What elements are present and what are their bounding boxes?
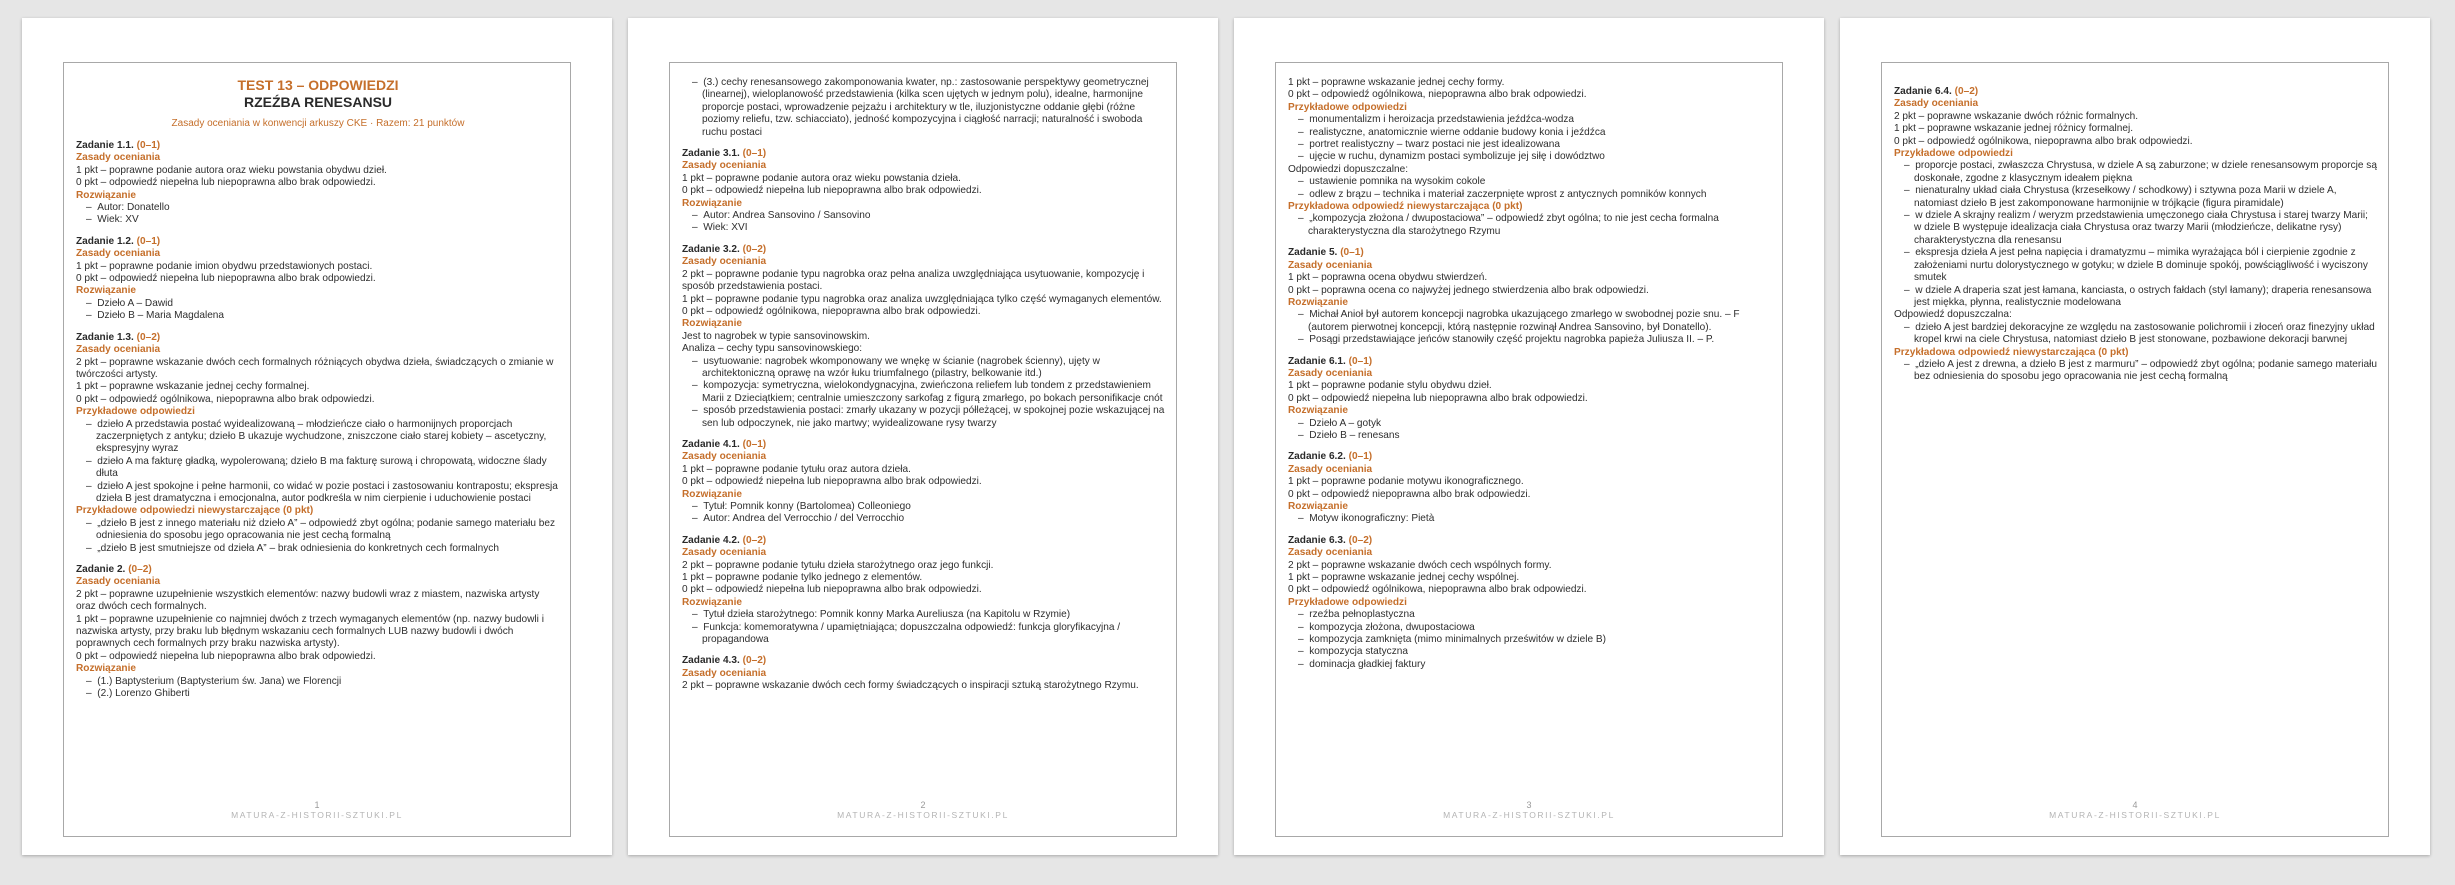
task-points: (0–2) [742,243,767,255]
page-content [76,77,560,803]
answer-item: – realistyczne, anatomicznie wierne oddanie budowy konia i jeźdźca [1288,127,1772,139]
answer-item: – Michał Anioł był autorem koncepcji nagrobka ukazującego zmarłego w swobodnej pozie snu. – F (autorem pierwotnej koncepcji, którą następnie rozwinął Andrea Sansovino, był Donatello). [1288,309,1772,334]
answer-item: – Autor: Donatello [76,202,560,214]
answer-item: – dzieło A ma fakturę gładką, wypolerowaną; dzieło B ma fakturę surową i chropowatą, widoczne ślady dłuta [76,456,560,481]
task-points: (0–2) [1954,86,1979,97]
page-content [682,77,1166,803]
scoring-line: 1 pkt – poprawne podanie autora oraz wieku powstania obydwu dzieł. [76,164,387,176]
answer-item: – Tytuł: Pomnik konny (Bartolomea) Colleoniego [682,501,1166,513]
section-heading: Rozwiązanie [76,663,137,675]
task-heading [1288,356,1772,368]
scoring-line: 0 pkt – odpowiedź ogólnikowa, niepoprawna albo brak odpowiedzi. [1894,135,2193,147]
scoring-line: 2 pkt – poprawne podanie tytułu dzieła starożytnego oraz jego funkcji. [682,559,994,571]
scoring-line: 1 pkt – poprawne wskazanie jednej cechy formalnej. [76,381,310,393]
section-heading: Zasady oceniania [76,344,161,356]
section-heading: Rozwiązanie [682,596,743,608]
task-heading [76,140,560,152]
answer-item: – Autor: Andrea Sansovino / Sansovino [682,210,1166,222]
task-block [1288,356,1772,443]
section-heading: Rozwiązanie [76,285,137,297]
task-block [682,244,1166,430]
task-block [682,439,1166,526]
task-number: Zadanie 6.3. [1288,534,1346,546]
task-points: (0–1) [136,140,161,151]
section-heading: Zasady oceniania [682,547,767,559]
task-number: Zadanie 1.2. [76,235,134,247]
scoring-line: 2 pkt – poprawne podanie typu nagrobka oraz pełna analiza uwzględniająca usytuowanie, kompozycję i sposób przedstawienia postaci. [682,268,1145,293]
task-block [1288,247,1772,346]
answer-item: – portret realistyczny – twarz postaci nie jest idealizowana [1288,139,1772,151]
scoring-line: 0 pkt – odpowiedź niepełna lub niepoprawna albo brak odpowiedzi. [76,273,376,285]
section-heading: Zasady oceniania [1288,367,1373,379]
task-heading [76,236,560,248]
answer-item: – monumentalizm i heroizacja przedstawienia jeźdźca-wodza [1288,114,1772,126]
scoring-line: Jest to nagrobek w typie sansovinowskim. [682,330,870,342]
section-heading: Zasady oceniania [682,256,767,268]
section-heading: Przykładowe odpowiedzi [76,406,195,418]
task-heading [1288,247,1772,259]
answer-item: – Motyw ikonograficzny: Pietà [1288,513,1772,525]
task-number: Zadanie 4.1. [682,438,740,450]
scoring-line: 0 pkt – odpowiedź niepełna lub niepoprawna albo brak odpowiedzi. [76,650,376,662]
scoring-line: 1 pkt – poprawne podanie typu nagrobka oraz analiza uwzględniająca tylko część wymaganych elementów. [682,293,1162,305]
task-number: Zadanie 4.3. [682,655,740,667]
answer-item: – proporcje postaci, zwłaszcza Chrystusa, w dziele A są zaburzone; w dziele renesansowym proporcje są doskonałe, zgodne z klasycznym ideałem piękna [1894,160,2378,185]
task-number: Zadanie 6.2. [1288,451,1346,463]
answer-item: – „dzieło B jest smutniejsze od dzieła A” – brak odniesienia do konkretnych cech formalnych [76,543,560,555]
task-block [76,332,560,555]
task-number: Zadanie 6.4. [1894,86,1952,97]
answer-item: – dzieło A przedstawia postać wyidealizowaną – młodzieńcze ciało o harmonijnych proporcjach zaczerpniętych z antyku; dzieło B ukazuje wychudzone, zniszczone ciało starej kobiety – ascetyczny, ekspresyjny wyraz [76,419,560,456]
answer-item: – dzieło A jest spokojne i pełne harmonii, co widać w pozie postaci i zastosowaniu kontrapostu; ekspresja dzieła B jest dramatyczna i emocjonalna, autor podkreśla w nim cierpienie i uduchowienie postaci [76,481,560,506]
answer-item: – Dzieło A – Dawid [76,298,560,310]
page-4 [1840,18,2430,855]
page-content [1288,77,1772,803]
task-points: (0–2) [742,655,767,667]
scoring-line: 0 pkt – odpowiedź niepełna lub niepoprawna albo brak odpowiedzi. [76,177,376,189]
task-number: Zadanie 3.2. [682,243,740,255]
answer-item: – Dzieło B – Maria Magdalena [76,310,560,322]
answer-item: – kompozycja złożona, dwupostaciowa [1288,622,1772,634]
section-heading: Przykładowe odpowiedzi [1288,596,1407,608]
task-number: Zadanie 4.2. [682,534,740,546]
task-block [682,77,1166,139]
answer-item: – rzeźba pełnoplastyczna [1288,609,1772,621]
task-heading [76,332,560,344]
task-heading [1288,451,1772,463]
scoring-line: Odpowiedzi dopuszczalne: [1288,163,1409,175]
answer-item: – usytuowanie: nagrobek wkomponowany we wnękę w ścianie (nagrobek ścienny), ujęty w architektoniczną oprawę na wzór łuku triumfalnego (pilastry, belkowanie itd.) [682,356,1166,381]
answer-item: – „dzieło B jest z innego materiału niż dzieło A” – odpowiedź zbyt ogólna; podanie samego materiału bez odniesienia do sposobu jego opracowania nie jest cechą formalną [76,518,560,543]
task-points: (0–2) [1348,534,1373,546]
scoring-line: 0 pkt – odpowiedź ogólnikowa, niepoprawna albo brak odpowiedzi. [76,393,375,405]
page-number: 3 [1526,800,1532,810]
task-heading [76,564,560,576]
page-2 [628,18,1218,855]
section-heading: Zasady oceniania [682,451,767,463]
answer-item: – Wiek: XVI [682,222,1166,234]
answer-item: – dominacja gładkiej faktury [1288,659,1772,671]
task-block [76,140,560,227]
task-heading [682,535,1166,547]
task-points: (0–2) [136,331,161,343]
answer-item: – Posągi przedstawiające jeńców stanowiły część projektu nagrobka papieża Juliusza II. – P. [1288,334,1772,346]
answer-item: – (1.) Baptysterium (Baptysterium św. Jana) we Florencji [76,676,560,688]
answer-item: – „kompozycja złożona / dwupostaciowa” – odpowiedź zbyt ogólna; to nie jest cecha formalna charakterystyczna dla starożytnego Rzymu [1288,213,1772,238]
task-block [1288,451,1772,525]
answer-item: – w dziele A draperia szat jest łamana, kanciasta, o ostrych fałdach (styl łamany); draperia renesansowa jest miękka, płynna, realistycznie modelowana [1894,285,2378,310]
scoring-line: 2 pkt – poprawne wskazanie dwóch cech formy świadczących o inspiracji sztuką starożytnego Rzymu. [682,680,1139,692]
document-subtitle: RZEŹBA RENESANSU [243,94,393,110]
task-points: (0–1) [742,438,767,450]
task-block [682,535,1166,647]
page-number: 2 [920,800,926,810]
scoring-line: 1 pkt – poprawne wskazanie jednej cechy wspólnej. [1288,572,1520,584]
scoring-line: 0 pkt – odpowiedź niepełna lub niepoprawna albo brak odpowiedzi. [682,185,982,197]
scoring-line: 0 pkt – odpowiedź niepełna lub niepoprawna albo brak odpowiedzi. [1288,392,1588,404]
scoring-line: 2 pkt – poprawne wskazanie dwóch różnic formalnych. [1894,110,2139,122]
answer-item: – ustawienie pomnika na wysokim cokole [1288,176,1772,188]
task-number: Zadanie 5. [1288,247,1338,259]
answer-item: – w dziele A skrajny realizm / weryzm przedstawienia umęczonego ciała Chrystusa i starej twarzy Marii; w dziele B występuje idealizacja ciała Chrystusa oraz twarzy Marii (młodzieńcze, delikatne rysy) charakterystyczna dla renesansu [1894,210,2378,247]
task-number: Zadanie 1.1. [76,140,134,151]
section-heading: Przykładowe odpowiedzi niewystarczające (0 pkt) [76,505,314,517]
section-heading: Przykładowa odpowiedź niewystarczająca (0 pkt) [1894,346,2129,358]
scoring-line: 1 pkt – poprawne podanie tylko jednego z elementów. [682,572,923,584]
answer-item: – ujęcie w ruchu, dynamizm postaci symbolizuje jej siłę i dowództwo [1288,151,1772,163]
answer-item: – Dzieło A – gotyk [1288,418,1772,430]
section-heading: Rozwiązanie [1288,405,1349,417]
answer-item: – dzieło A jest bardziej dekoracyjne ze względu na zastosowanie polichromii i złoceń oraz finezyjny układ kropel krwi na ciele Chrystusa, natomiast dzieło B jest stonowane, pozbawione dekoracji barwnej [1894,322,2378,347]
scoring-line: 0 pkt – odpowiedź ogólnikowa, niepoprawna albo brak odpowiedzi. [1288,89,1587,101]
scoring-line: 2 pkt – poprawne uzupełnienie wszystkich elementów: nazwy budowli wraz z miastem, nazwiska artysty oraz dwóch cech formalnych. [76,588,540,613]
answer-item: – Tytuł dzieła starożytnego: Pomnik konny Marka Aureliusza (na Kapitolu w Rzymie) [682,609,1166,621]
scoring-line: 0 pkt – odpowiedź niepełna lub niepoprawna albo brak odpowiedzi. [682,476,982,488]
task-points: (0–1) [742,148,767,160]
task-points: (0–1) [1340,247,1364,259]
page-footer [63,800,571,821]
scoring-line: 1 pkt – poprawne wskazanie jednej różnicy formalnej. [1894,123,2134,135]
task-heading [682,655,1166,667]
footer-site: MATURA-Z-HISTORII-SZTUKI.PL [2049,810,2221,820]
section-heading: Zasady oceniania [76,248,161,260]
task-heading [682,439,1166,451]
footer-site: MATURA-Z-HISTORII-SZTUKI.PL [1443,810,1615,820]
section-heading: Rozwiązanie [682,318,743,330]
answer-item: – (3.) cechy renesansowego zakomponowania kwater, np.: zastosowanie perspektywy geometrycznej (linearnej), wieloplanowość przedstawienia (kilka scen ujętych w jednym polu), idealne, harmonijne proporcje postaci, wprowadzenie pejzażu i architektury w tle, iluzjonistyczne oddanie głębi (różne poziomy reliefu, tzw. schiacciato), jedność kompozycyjna i ciągłość narracji; naturalność i swoboda ruchu postaci [682,77,1166,139]
answer-item: – Funkcja: komemoratywna / upamiętniająca; dopuszczalna odpowiedź: funkcja gloryfikacyjna / propagandowa [682,622,1166,647]
task-block [682,148,1166,235]
document-title: TEST 13 – ODPOWIEDZI [237,77,399,93]
task-heading [682,244,1166,256]
task-block [76,564,560,700]
scoring-line: 1 pkt – poprawne podanie tytułu oraz autora dzieła. [682,463,911,475]
scoring-line: 1 pkt – poprawne podanie imion obydwu przedstawionych postaci. [76,260,373,272]
section-heading: Rozwiązanie [682,197,743,209]
scoring-line: 0 pkt – odpowiedź ogólnikowa, niepoprawna albo brak odpowiedzi. [1288,584,1587,596]
answer-item: – nienaturalny układ ciała Chrystusa (krzesełkowy / schodkowy) i sztywna poza Marii w dziele A, natomiast dzieło B jest zakomponowane harmonijnie w trójkącie (figura piramidale) [1894,185,2378,210]
answer-item: – Wiek: XV [76,214,560,226]
answer-item: – kompozycja zamknięta (mimo minimalnych prześwitów w dziele B) [1288,634,1772,646]
scoring-line: 1 pkt – poprawne uzupełnienie co najmniej dwóch z trzech wymaganych elementów (np. nazwy budowli i nazwiska artysty, przy braku lub błędnym wskazaniu cech formalnych LUB nazwy budowli i dwóch poprawnych cech formalnych przy braku nazwiska artysty). [76,613,544,650]
section-heading: Zasady oceniania [1288,259,1373,271]
scoring-line: 1 pkt – poprawne podanie autora oraz wieku powstania dzieła. [682,172,961,184]
task-heading [1288,535,1772,547]
task-points: (0–2) [742,534,767,546]
page-footer [1275,800,1783,821]
task-block [1894,86,2378,384]
section-heading: Rozwiązanie [1288,501,1349,512]
task-block [76,236,560,323]
footer-site: MATURA-Z-HISTORII-SZTUKI.PL [837,810,1009,820]
footer-site: MATURA-Z-HISTORII-SZTUKI.PL [231,810,403,820]
task-points: (0–1) [1348,355,1373,367]
page-number: 1 [314,800,320,810]
answer-item: – Dzieło B – renesans [1288,430,1772,442]
section-heading: Rozwiązanie [682,488,743,500]
page-footer [669,800,1177,821]
section-heading: Zasady oceniania [682,160,767,172]
answer-item: – „dzieło A jest z drewna, a dzieło B jest z marmuru” – odpowiedź zbyt ogólna; podanie samego materiału bez odniesienia do sposobu jego opracowania nie jest cechą formalną [1894,359,2378,384]
section-heading: Zasady oceniania [76,576,161,588]
scoring-line: 0 pkt – odpowiedź niepełna lub niepoprawna albo brak odpowiedzi. [682,584,982,596]
section-heading: Przykładowe odpowiedzi [1288,101,1407,113]
section-heading: Zasady oceniania [1894,98,1979,110]
scoring-line: 1 pkt – poprawna ocena obydwu stwierdzeń. [1288,272,1488,284]
section-heading: Przykładowa odpowiedź niewystarczająca (0 pkt) [1288,201,1523,213]
task-number: Zadanie 3.1. [682,148,740,160]
section-heading: Zasady oceniania [682,667,767,679]
scoring-line: 1 pkt – poprawne podanie stylu obydwu dzieł. [1288,380,1492,392]
scoring-line: 0 pkt – odpowiedź ogólnikowa, niepoprawna albo brak odpowiedzi. [682,305,981,317]
task-points: (0–2) [128,564,152,575]
scoring-line: 0 pkt – poprawna ocena co najwyżej jednego stwierdzenia albo brak odpowiedzi. [1288,284,1649,296]
page-1 [22,18,612,855]
task-points: (0–1) [136,235,161,247]
scoring-line: Analiza – cechy typu sansovinowskiego: [682,343,863,355]
task-block [1288,77,1772,238]
page-footer [1881,800,2389,821]
task-heading [1894,86,2378,98]
section-heading: Przykładowe odpowiedzi [1894,148,2013,160]
scoring-line: 2 pkt – poprawne wskazanie dwóch cech formalnych różniących obydwa dzieła, świadczących o zmianie w twórczości artysty. [76,356,554,380]
answer-item: – odlew z brązu – technika i materiał zaczerpnięte wprost z antycznych pomników konnych [1288,189,1772,201]
scoring-line: 0 pkt – odpowiedź niepoprawna albo brak odpowiedzi. [1288,488,1531,500]
scoring-line: 1 pkt – poprawne podanie motywu ikonograficznego. [1288,476,1524,488]
task-number: Zadanie 1.3. [76,331,134,343]
task-number: Zadanie 6.1. [1288,355,1346,367]
document-meta: Zasady oceniania w konwencji arkuszy CKE · Razem: 21 punktów [171,118,465,129]
answer-item: – kompozycja statyczna [1288,646,1772,658]
task-block [1288,535,1772,671]
section-heading: Zasady oceniania [76,152,161,164]
scoring-line: 1 pkt – poprawne wskazanie jednej cechy formy. [1288,77,1505,88]
section-heading: Zasady oceniania [1288,463,1373,475]
page-3 [1234,18,1824,855]
answer-item: – (2.) Lorenzo Ghiberti [76,688,560,700]
answer-item: – ekspresja dzieła A jest pełna napięcia i dramatyzmu – mimika wyrażająca ból i cierpienie zgodnie z założeniami nurtu dolorystycznego w gotyku; w dziele B dominuje spokój, powściągliwość i wyciszony smutek [1894,247,2378,284]
task-number: Zadanie 2. [76,564,126,575]
page-content [1894,77,2378,803]
task-points: (0–1) [1348,451,1373,463]
section-heading: Rozwiązanie [1288,296,1349,308]
task-heading [682,148,1166,160]
answer-item: – sposób przedstawienia postaci: zmarły ukazany w pozycji półleżącej, w spokojnej pozie wskazującej na sen lub odpoczynek, nie jako martwy; wyidealizowane rysy twarzy [682,405,1166,430]
scoring-line: 2 pkt – poprawne wskazanie dwóch cech wspólnych formy. [1288,559,1552,571]
scoring-line: Odpowiedź dopuszczalna: [1894,309,2012,321]
section-heading: Rozwiązanie [76,189,137,201]
section-heading: Zasady oceniania [1288,547,1373,559]
page-number: 4 [2132,800,2138,810]
task-block [682,655,1166,692]
answer-item: – kompozycja: symetryczna, wielokondygnacyjna, zwieńczona reliefem lub tondem z przedstawieniem Marii z Dzieciątkiem; centralnie umieszczony sarkofag z figurą zmarłego, po bokach personifikacje cnót [682,380,1166,405]
answer-item: – Autor: Andrea del Verrocchio / del Verrocchio [682,513,1166,525]
